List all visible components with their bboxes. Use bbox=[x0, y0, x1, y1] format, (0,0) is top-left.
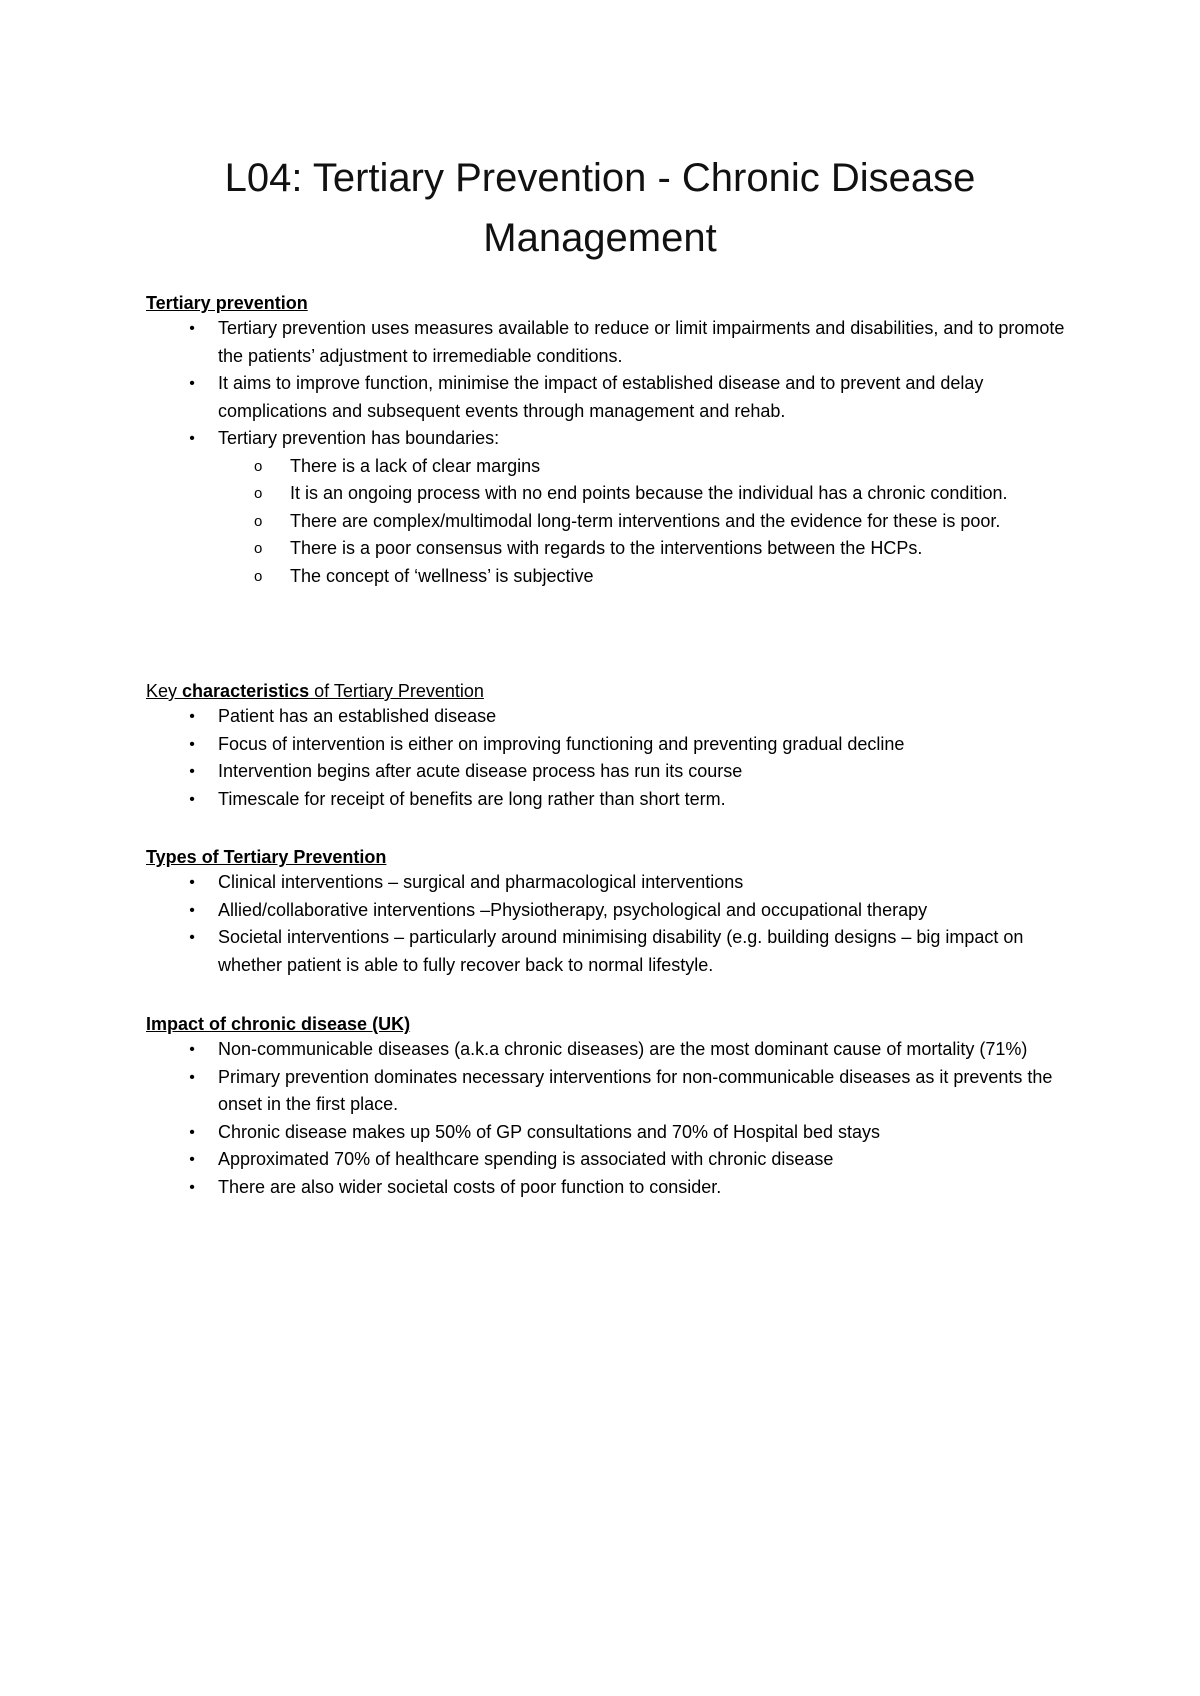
sub-list-item bbox=[218, 453, 1076, 481]
circle-bullet-icon: o bbox=[254, 485, 263, 502]
sub-list-item bbox=[218, 480, 1076, 508]
section-impact-of-chronic-disease bbox=[146, 1012, 1076, 1201]
circle-bullet-icon: o bbox=[254, 540, 263, 557]
sub-list-item-text: There is a lack of clear margins bbox=[290, 455, 541, 476]
list-item-text: Intervention begins after acute disease process has run its course bbox=[218, 761, 743, 781]
sub-list-item-text: It is an ongoing process with no end points because the individual has a chronic condition. bbox=[290, 483, 1008, 503]
bullet-icon: • bbox=[189, 763, 195, 780]
heading-bold-word: characteristics bbox=[182, 681, 310, 701]
bullet-icon: • bbox=[189, 708, 195, 725]
bullet-icon: • bbox=[189, 1041, 195, 1058]
list-item-text: Clinical interventions – surgical and pharmacological interventions bbox=[218, 872, 744, 892]
list-item-text: Patient has an established disease bbox=[218, 706, 497, 726]
list-item-text: Non-communicable diseases (a.k.a chronic diseases) are the most dominant cause of mortality (71%) bbox=[218, 1039, 1028, 1059]
bullet-icon: • bbox=[189, 1068, 195, 1086]
bullet-list bbox=[146, 1036, 1076, 1201]
list-item bbox=[146, 1119, 1076, 1147]
sub-list-item bbox=[218, 563, 1076, 591]
list-item bbox=[146, 703, 1076, 731]
bullet-icon: • bbox=[189, 1178, 195, 1196]
list-item-text: There are also wider societal costs of poor function to consider. bbox=[218, 1176, 722, 1197]
list-item-text: Approximated 70% of healthcare spending is associated with chronic disease bbox=[218, 1149, 834, 1169]
heading-suffix: of Tertiary Prevention bbox=[309, 681, 484, 701]
list-item bbox=[146, 897, 1076, 925]
list-item bbox=[146, 1174, 1076, 1202]
section-tertiary-prevention bbox=[146, 291, 1076, 590]
bullet-list bbox=[146, 869, 1076, 979]
list-item-text: Chronic disease makes up 50% of GP consultations and 70% of Hospital bed stays bbox=[218, 1121, 881, 1142]
section-types-of-tertiary-prevention bbox=[146, 845, 1076, 979]
sub-list-item-text: There are complex/multimodal long-term interventions and the evidence for these is poor. bbox=[290, 510, 1001, 531]
sub-list-item bbox=[218, 508, 1076, 536]
list-item bbox=[146, 869, 1076, 897]
bullet-list bbox=[146, 703, 1076, 813]
list-item bbox=[146, 924, 1076, 979]
section-key-characteristics bbox=[146, 679, 1076, 813]
bullet-icon: • bbox=[189, 735, 195, 753]
list-item bbox=[146, 1064, 1076, 1119]
list-item bbox=[146, 425, 1076, 590]
sub-list-item-text: The concept of ‘wellness’ is subjective bbox=[290, 565, 594, 586]
list-item-text: Primary prevention dominates necessary interventions for non-communicable diseases as it prevents the onset in the first place. bbox=[218, 1066, 1053, 1114]
bullet-icon: • bbox=[189, 1123, 195, 1141]
bullet-icon: • bbox=[189, 1151, 195, 1168]
list-item bbox=[146, 1036, 1076, 1064]
section-heading bbox=[146, 679, 1076, 703]
sub-bullet-list bbox=[218, 453, 1076, 591]
list-item-text: Societal interventions – particularly around minimising disability (e.g. building designs – big impact on whether patient is able to fully recover back to normal lifestyle. bbox=[218, 927, 1024, 975]
list-item-text: Timescale for receipt of benefits are long rather than short term. bbox=[218, 788, 726, 809]
list-item bbox=[146, 370, 1076, 425]
section-heading: Tertiary prevention bbox=[146, 293, 308, 313]
section-heading: Types of Tertiary Prevention bbox=[146, 847, 387, 867]
section-heading: Impact of chronic disease (UK) bbox=[146, 1014, 411, 1034]
bullet-icon: • bbox=[189, 320, 195, 337]
sub-list-item bbox=[218, 535, 1076, 563]
list-item bbox=[146, 731, 1076, 759]
list-item-text: Tertiary prevention has boundaries: bbox=[218, 428, 500, 448]
circle-bullet-icon: o bbox=[254, 512, 263, 530]
bullet-icon: • bbox=[189, 375, 195, 392]
list-item-text: Tertiary prevention uses measures available to reduce or limit impairments and disabilities, and to promote the patients’ adjustment to irremediable conditions. bbox=[218, 318, 1065, 366]
bullet-icon: • bbox=[189, 790, 195, 808]
list-item-text: Allied/collaborative interventions –Physiotherapy, psychological and occupational therapy bbox=[218, 899, 928, 920]
bullet-icon: • bbox=[189, 430, 195, 447]
sub-list-item-text: There is a poor consensus with regards to the interventions between the HCPs. bbox=[290, 538, 923, 558]
bullet-icon: • bbox=[189, 929, 195, 946]
bullet-icon: • bbox=[189, 901, 195, 919]
list-item-text: It aims to improve function, minimise the impact of established disease and to prevent and delay complications and subsequent events through management and rehab. bbox=[218, 373, 984, 421]
list-item bbox=[146, 758, 1076, 786]
list-item bbox=[146, 1146, 1076, 1174]
heading-prefix: Key bbox=[146, 681, 183, 701]
circle-bullet-icon: o bbox=[254, 567, 263, 585]
circle-bullet-icon: o bbox=[254, 457, 263, 475]
bullet-list bbox=[146, 315, 1076, 590]
list-item bbox=[146, 315, 1076, 370]
bullet-icon: • bbox=[189, 874, 195, 891]
list-item-text: Focus of intervention is either on improving functioning and preventing gradual decline bbox=[218, 733, 905, 754]
page-title: L04: Tertiary Prevention - Chronic Disease Management bbox=[224, 156, 976, 260]
list-item bbox=[146, 786, 1076, 814]
